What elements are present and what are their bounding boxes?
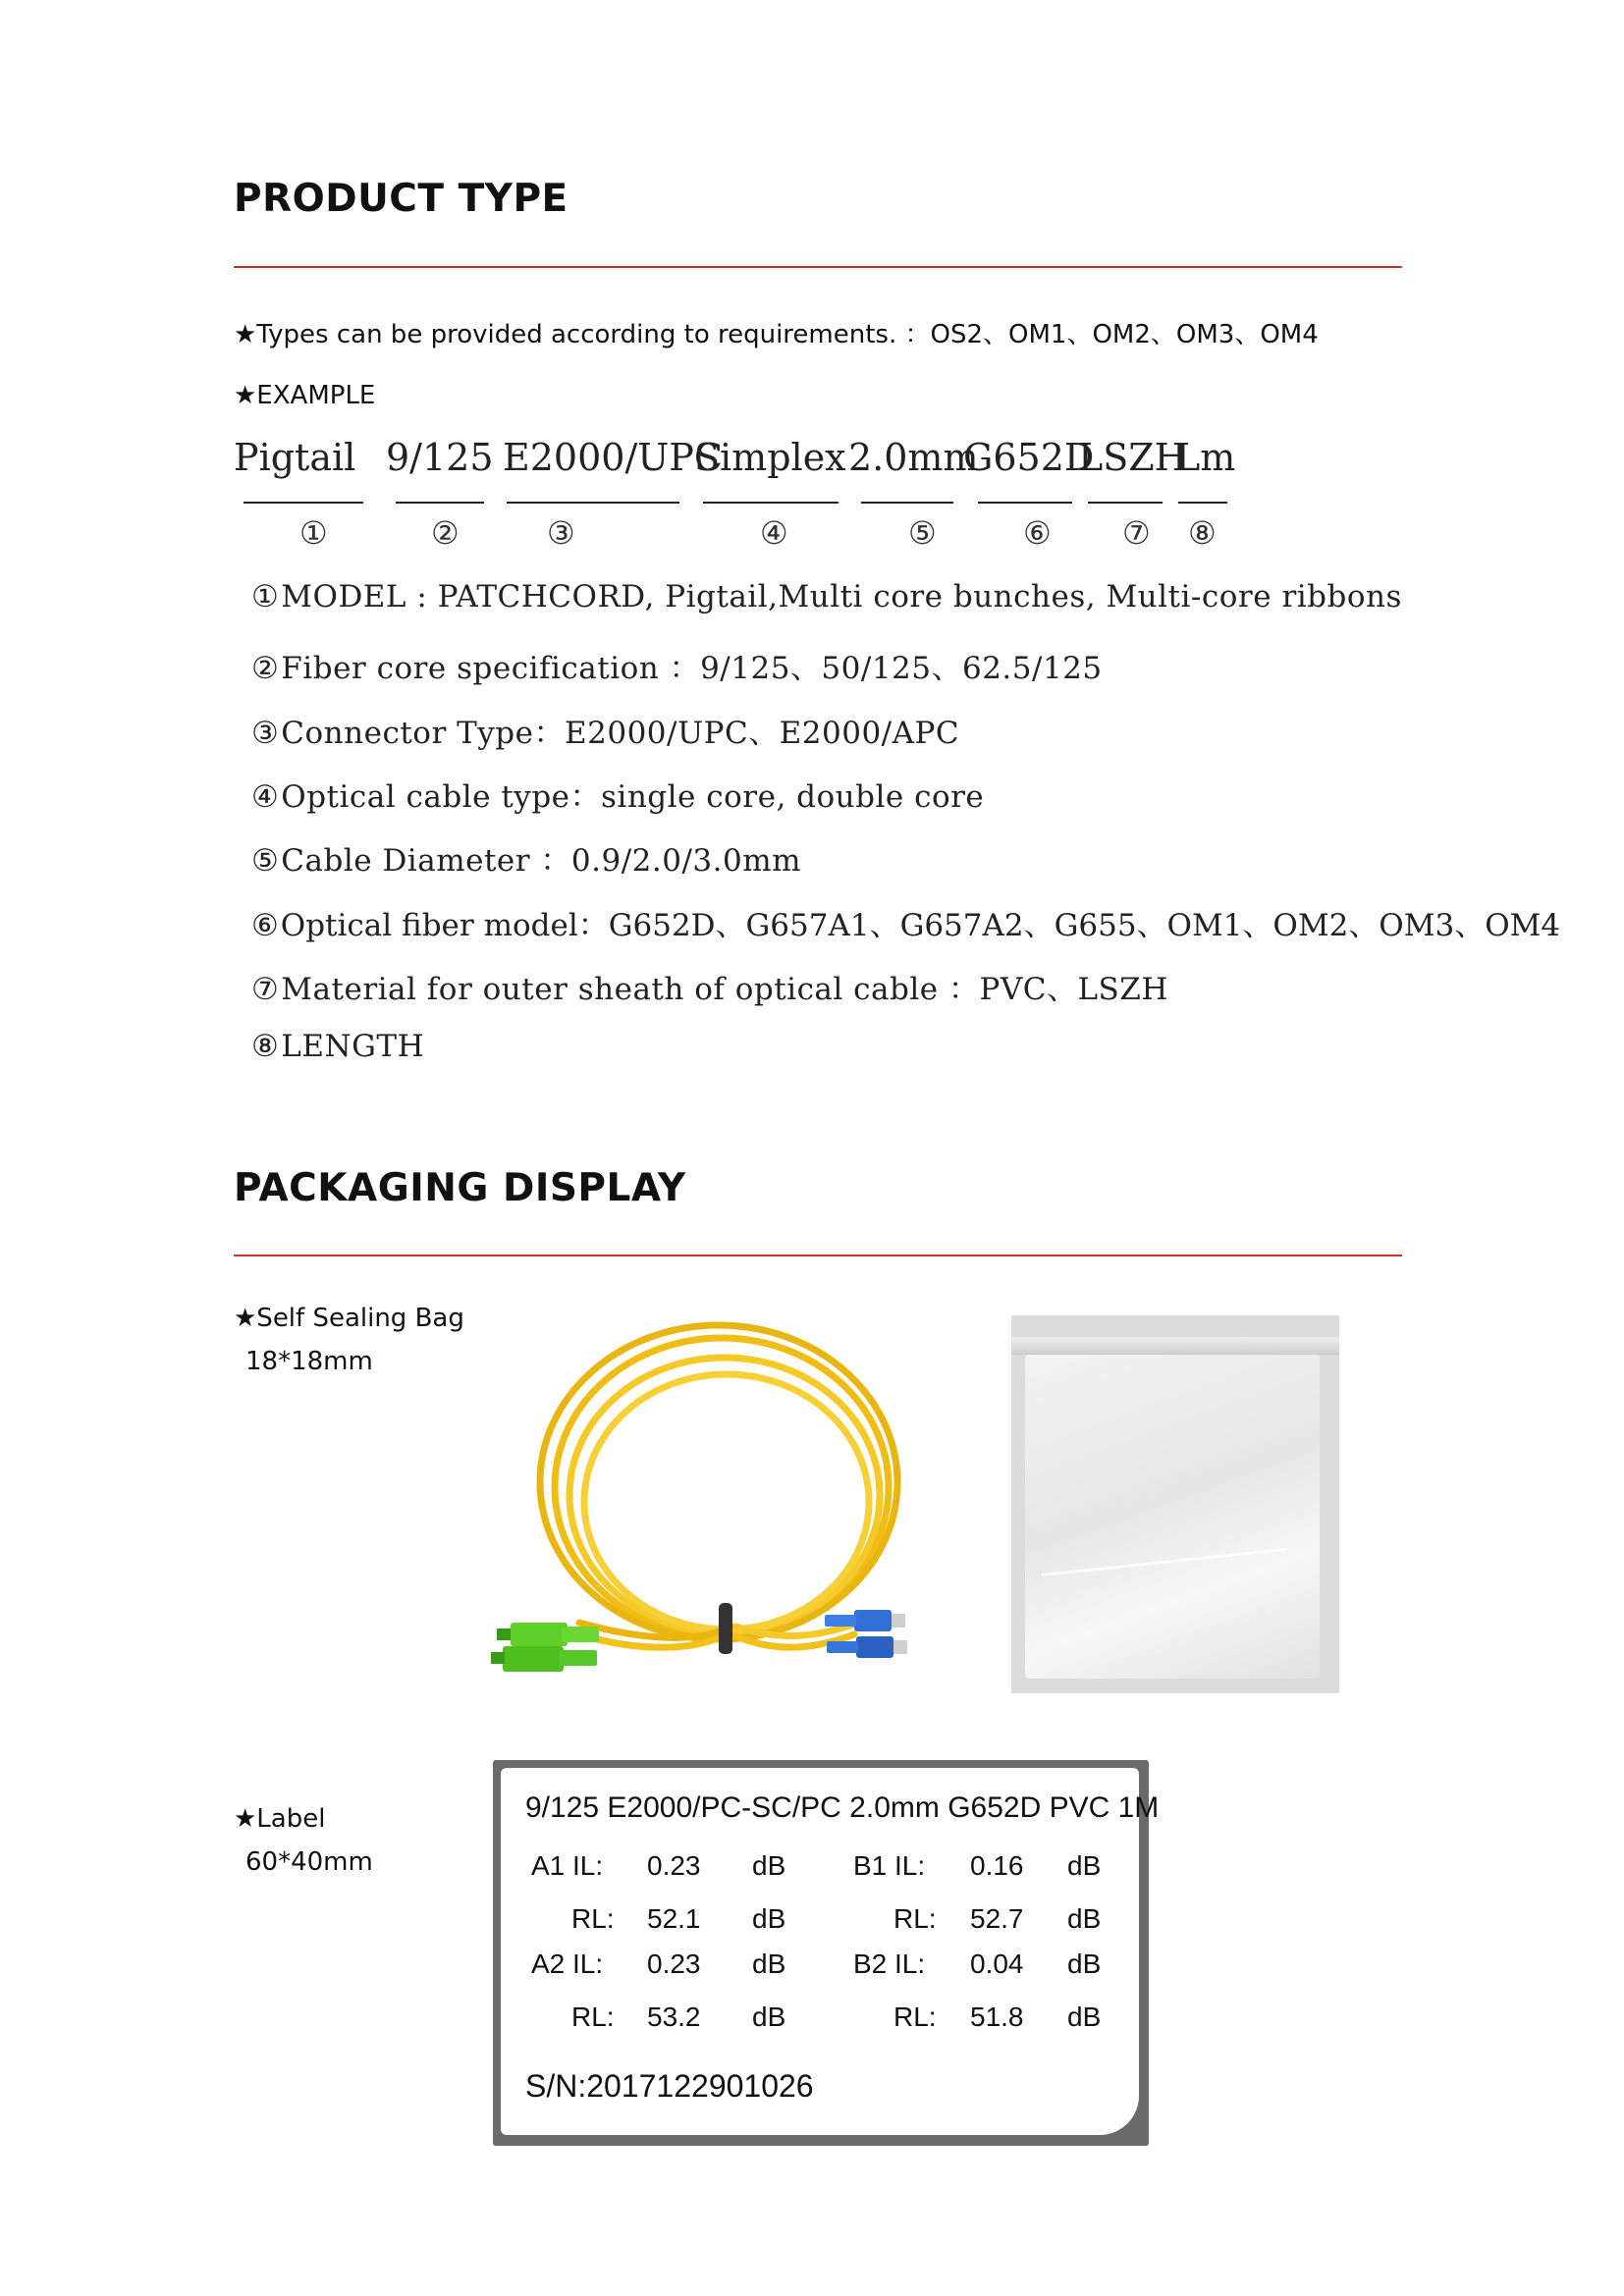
label-unit: dB xyxy=(752,2002,786,2032)
label-value: 0.23 xyxy=(647,1850,701,1881)
section-title-product-type: PRODUCT TYPE xyxy=(234,177,568,221)
example-part-fiber-model: G652D xyxy=(963,436,1095,479)
label-unit: dB xyxy=(1067,1850,1102,1881)
example-number: ① xyxy=(299,514,328,552)
example-part-cable-type: Simplex xyxy=(694,436,846,479)
example-underline xyxy=(1178,502,1227,504)
label-cell: A1 IL: xyxy=(531,1850,604,1881)
label-value: 0.23 xyxy=(647,1949,701,1979)
fiber-patch-cord-illustration xyxy=(491,1310,952,1693)
label-value: 53.2 xyxy=(647,2002,701,2032)
label-cell: RL: xyxy=(571,1903,615,1934)
fiber-patch-cord-image xyxy=(491,1310,952,1693)
label-size: 60*40mm xyxy=(245,1847,373,1877)
example-underline xyxy=(396,502,484,504)
label-value: 0.04 xyxy=(970,1949,1024,1979)
label-cell: B1 IL: xyxy=(853,1850,926,1881)
label-title: ★Label xyxy=(234,1804,326,1834)
example-part-sheath: LSZH xyxy=(1078,436,1187,479)
example-number: ③ xyxy=(547,514,575,552)
spec-item: ②Fiber core specification ：9/125、50/125、62.5/125 xyxy=(251,651,1103,686)
bag-body xyxy=(1025,1355,1320,1679)
section-title-packaging-display: PACKAGING DISPLAY xyxy=(234,1166,686,1210)
spec-item: ④Optical cable type：single core, double core xyxy=(251,779,985,815)
example-part-fiber-core: 9/125 xyxy=(386,436,494,479)
label-cell: A2 IL: xyxy=(531,1949,604,1979)
example-underline xyxy=(507,502,679,504)
label-header: 9/125 E2000/PC-SC/PC 2.0mm G652D PVC 1M xyxy=(525,1791,1160,1824)
example-label: ★EXAMPLE xyxy=(234,381,376,410)
example-part-connector: E2000/UPC xyxy=(503,436,723,479)
example-underline xyxy=(861,502,953,504)
example-number: ② xyxy=(431,514,460,552)
example-underline xyxy=(1088,502,1163,504)
label-card xyxy=(501,1768,1160,2135)
label-cell: B2 IL: xyxy=(853,1949,926,1979)
label-value: 51.8 xyxy=(970,2002,1024,2032)
example-number: ⑦ xyxy=(1122,514,1151,552)
self-sealing-bag-image xyxy=(1011,1315,1339,1693)
example-part-diameter: 2.0mm xyxy=(848,436,979,479)
example-part-model: Pigtail xyxy=(234,436,356,479)
example-number: ⑧ xyxy=(1188,514,1217,552)
label-sample xyxy=(493,1760,1160,2146)
bag-zip-seal xyxy=(1011,1337,1339,1355)
bag-size: 18*18mm xyxy=(245,1347,373,1376)
example-underline xyxy=(244,502,363,504)
label-value: 52.7 xyxy=(970,1903,1024,1934)
label-serial-number: S/N:2017122901026 xyxy=(525,2068,814,2104)
spec-item: ③Connector Type：E2000/UPC、E2000/APC xyxy=(251,716,960,751)
bag-title: ★Self Sealing Bag xyxy=(234,1304,464,1333)
label-value: 0.16 xyxy=(970,1850,1024,1881)
label-unit: dB xyxy=(1067,1949,1102,1979)
label-cell: RL: xyxy=(571,2002,615,2032)
spec-item: ⑤Cable Diameter ：0.9/2.0/3.0mm xyxy=(251,843,802,879)
section-divider xyxy=(234,1255,1402,1256)
label-unit: dB xyxy=(752,1949,786,1979)
spec-item: ⑦Material for outer sheath of optical cable ：PVC、LSZH xyxy=(251,972,1168,1007)
example-number: ⑤ xyxy=(908,514,937,552)
section-divider xyxy=(234,266,1402,268)
example-underline xyxy=(978,502,1072,504)
label-value: 52.1 xyxy=(647,1903,701,1934)
label-unit: dB xyxy=(1067,2002,1102,2032)
label-unit: dB xyxy=(752,1850,786,1881)
example-underline xyxy=(703,502,839,504)
example-number: ⑥ xyxy=(1023,514,1052,552)
example-part-length: Lm xyxy=(1175,436,1236,479)
label-cell: RL: xyxy=(893,2002,937,2032)
spec-item: ⑧LENGTH xyxy=(251,1029,425,1064)
label-cell: RL: xyxy=(893,1903,937,1934)
example-number: ④ xyxy=(760,514,788,552)
label-unit: dB xyxy=(752,1903,786,1934)
label-unit: dB xyxy=(1067,1903,1102,1934)
types-note: ★Types can be provided according to requirements. ：OS2、OM1、OM2、OM3、OM4 xyxy=(234,320,1319,349)
spec-item: ⑥Optical fiber model：G652D、G657A1、G657A2、G655、OM1、OM2、OM3、OM4 xyxy=(251,908,1561,943)
spec-item: ①MODEL : PATCHCORD, Pigtail,Multi core bunches, Multi-core ribbons xyxy=(251,579,1402,614)
